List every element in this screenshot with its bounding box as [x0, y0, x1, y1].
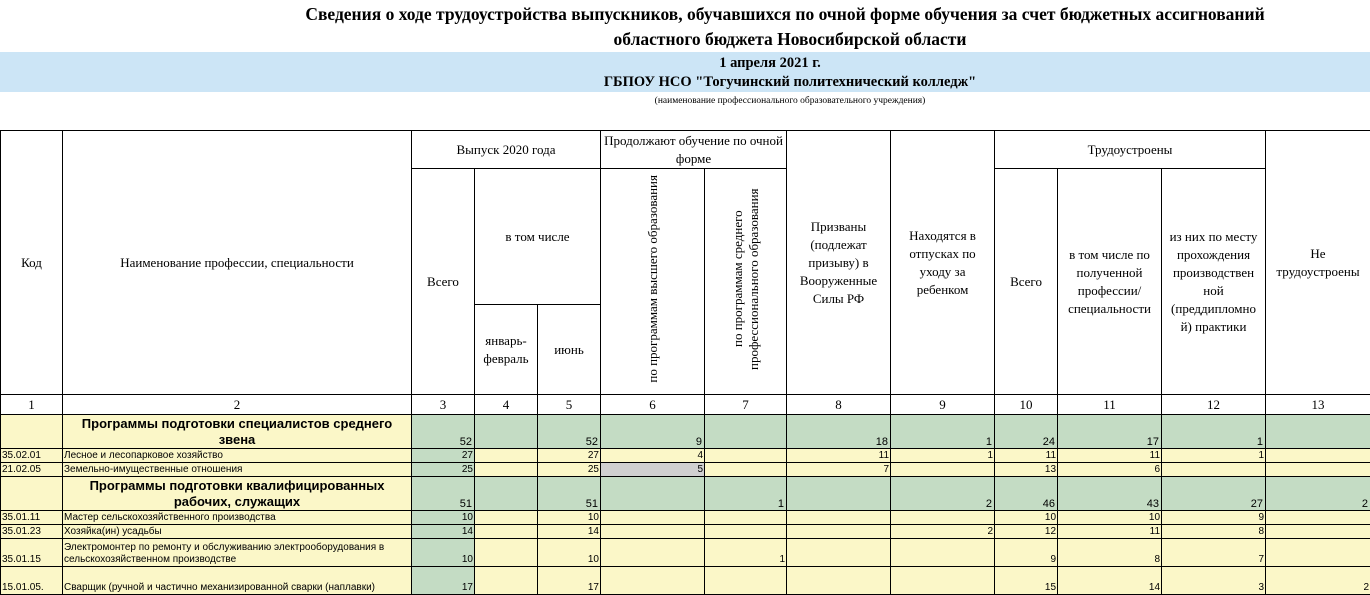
table-cell[interactable]: 7	[787, 463, 891, 477]
col-header-higher-ed: по программам высшего образования	[601, 169, 705, 395]
table-row	[1, 567, 1370, 595]
col-header-graduates-total: Всего	[412, 169, 475, 395]
table-cell[interactable]: 8	[1058, 539, 1162, 567]
table-cell[interactable]: 10	[412, 511, 475, 525]
table-cell: 3	[412, 395, 475, 415]
table-cell[interactable]: 35.02.01	[1, 449, 63, 463]
table-cell: 4	[475, 395, 538, 415]
col-header-jan-feb: январь-февраль	[475, 305, 538, 395]
table-cell[interactable]: 2	[1266, 477, 1370, 511]
table-cell[interactable]: 10	[1058, 511, 1162, 525]
selected-cell[interactable]: 5	[601, 463, 705, 477]
table-cell[interactable]: 9	[995, 539, 1058, 567]
table-cell[interactable]: 35.01.15	[1, 539, 63, 567]
table-cell[interactable]: 52	[538, 415, 601, 449]
table-cell[interactable]	[475, 525, 538, 539]
table-cell[interactable]	[705, 567, 787, 595]
table-cell[interactable]: 27	[412, 449, 475, 463]
table-cell[interactable]: 10	[995, 511, 1058, 525]
table-cell[interactable]	[601, 477, 705, 511]
table-cell[interactable]: Мастер сельскохозяйственного производства	[63, 511, 412, 525]
table-cell[interactable]	[787, 525, 891, 539]
table-cell[interactable]	[1266, 511, 1370, 525]
organization-name: ГБПОУ НСО "Тогучинский политехнический колледж"	[0, 74, 1370, 91]
table-cell[interactable]: 15.01.05.	[1, 567, 63, 595]
table-cell: 2	[63, 395, 412, 415]
table-cell[interactable]: 35.01.11	[1, 511, 63, 525]
table-cell[interactable]: 8	[1162, 525, 1266, 539]
table-cell[interactable]: 9	[601, 415, 705, 449]
table-cell[interactable]: 24	[995, 415, 1058, 449]
table-cell: 11	[1058, 395, 1162, 415]
table-cell[interactable]	[1162, 463, 1266, 477]
report-title-line2: областного бюджета Новосибирской области	[0, 29, 1370, 50]
organization-note: (наименование профессионального образовательного учреждения)	[0, 96, 1370, 106]
graduates-table	[0, 130, 1370, 595]
table-cell[interactable]: 27	[538, 449, 601, 463]
table-cell[interactable]: 12	[995, 525, 1058, 539]
table-cell[interactable]	[1266, 449, 1370, 463]
section-name: Программы подготовки специалистов среднего звена	[63, 415, 412, 449]
col-header-code: Код	[1, 131, 63, 395]
col-header-employed-by-profession: в том числе по полученной профессии/ специальности	[1058, 169, 1162, 395]
table-cell[interactable]	[705, 525, 787, 539]
table-cell[interactable]	[475, 463, 538, 477]
table-row	[1, 463, 1370, 477]
table-cell: 6	[601, 395, 705, 415]
table-cell[interactable]: 10	[538, 511, 601, 525]
table-cell[interactable]	[891, 539, 995, 567]
table-cell[interactable]	[475, 539, 538, 567]
table-cell[interactable]	[1266, 463, 1370, 477]
table-cell[interactable]: 1	[705, 477, 787, 511]
table-cell[interactable]	[1266, 539, 1370, 567]
col-header-including: в том числе	[475, 169, 601, 305]
table-cell[interactable]: 21.02.05	[1, 463, 63, 477]
table-cell[interactable]: Сварщик (ручной и частично механизированной сварки (наплавки)	[63, 567, 412, 595]
table-cell[interactable]	[1266, 525, 1370, 539]
table-cell[interactable]	[787, 477, 891, 511]
table-cell[interactable]	[475, 415, 538, 449]
table-cell[interactable]: 10	[412, 539, 475, 567]
table-cell[interactable]: 1	[1162, 415, 1266, 449]
table-row	[1, 449, 1370, 463]
table-cell[interactable]: 35.01.23	[1, 525, 63, 539]
table-cell[interactable]: 25	[412, 463, 475, 477]
table-cell[interactable]: 51	[538, 477, 601, 511]
table-cell: 10	[995, 395, 1058, 415]
table-cell[interactable]	[787, 539, 891, 567]
col-header-employed-practice: из них по месту прохождения производствен ной (преддипломно й) практики	[1162, 169, 1266, 395]
table-cell[interactable]: 6	[1058, 463, 1162, 477]
col-header-unemployed: Не трудоустроены	[1266, 131, 1370, 395]
table-cell[interactable]: 2	[1266, 567, 1370, 595]
report-title-line1: Сведения о ходе трудоустройства выпускников, обучавшихся по очной форме обучения за счет бюджетных ассигнований	[100, 4, 1370, 25]
table-cell[interactable]: 11	[787, 449, 891, 463]
col-header-employed: Трудоустроены	[995, 131, 1266, 169]
table-cell[interactable]: Лесное и лесопарковое хозяйство	[63, 449, 412, 463]
table-cell[interactable]	[475, 567, 538, 595]
table-cell[interactable]: 11	[1058, 449, 1162, 463]
table-cell[interactable]: 17	[1058, 415, 1162, 449]
table-cell[interactable]	[891, 567, 995, 595]
table-cell[interactable]: 11	[1058, 525, 1162, 539]
table-cell: 8	[787, 395, 891, 415]
table-cell[interactable]: 9	[1162, 511, 1266, 525]
table-cell[interactable]: 18	[787, 415, 891, 449]
table-cell[interactable]	[787, 567, 891, 595]
table-cell[interactable]: 17	[538, 567, 601, 595]
table-cell[interactable]: 10	[538, 539, 601, 567]
table-cell: 13	[1266, 395, 1370, 415]
col-header-continue-study: Продолжают обучение по очной форме	[601, 131, 787, 169]
table-cell[interactable]: 14	[1058, 567, 1162, 595]
table-cell[interactable]	[705, 415, 787, 449]
table-cell[interactable]	[787, 511, 891, 525]
table-cell[interactable]	[601, 511, 705, 525]
table-cell[interactable]: 7	[1162, 539, 1266, 567]
col-header-employed-total: Всего	[995, 169, 1058, 395]
table-cell[interactable]	[891, 511, 995, 525]
col-header-graduates: Выпуск 2020 года	[412, 131, 601, 169]
table-cell[interactable]: 14	[412, 525, 475, 539]
table-cell: 1	[1, 395, 63, 415]
table-cell[interactable]: 1	[891, 449, 995, 463]
col-header-army: Призваны (подлежат призыву) в Вооруженные Силы РФ	[787, 131, 891, 395]
table-cell: 12	[1162, 395, 1266, 415]
table-cell[interactable]: 2	[891, 525, 995, 539]
col-header-june: июнь	[538, 305, 601, 395]
table-row	[1, 539, 1370, 567]
report-date: 1 апреля 2021 г.	[0, 55, 1370, 72]
table-cell[interactable]	[705, 463, 787, 477]
table-cell[interactable]	[705, 449, 787, 463]
table-cell[interactable]	[475, 511, 538, 525]
table-row	[1, 525, 1370, 539]
table-cell[interactable]	[1266, 415, 1370, 449]
table-cell[interactable]: Электромонтер по ремонту и обслуживанию электрооборудования в сельскохозяйственном производстве	[63, 539, 412, 567]
table-row	[1, 511, 1370, 525]
table-cell[interactable]: 1	[891, 415, 995, 449]
table-cell[interactable]	[601, 525, 705, 539]
table-cell[interactable]	[475, 449, 538, 463]
table-cell[interactable]: 51	[412, 477, 475, 511]
table-cell[interactable]: 27	[1162, 477, 1266, 511]
table-cell[interactable]	[475, 477, 538, 511]
table-cell[interactable]: Хозяйка(ин) усадьбы	[63, 525, 412, 539]
table-cell[interactable]	[705, 511, 787, 525]
table-cell[interactable]: 15	[995, 567, 1058, 595]
col-header-name: Наименование профессии, специальности	[63, 131, 412, 395]
section-name: Программы подготовки квалифицированных рабочих, служащих	[63, 477, 412, 511]
table-cell[interactable]	[601, 567, 705, 595]
section-row	[1, 415, 1370, 449]
table-cell[interactable]: 17	[412, 567, 475, 595]
table-cell[interactable]	[601, 539, 705, 567]
table-cell[interactable]: 25	[538, 463, 601, 477]
col-header-parental-leave: Находятся в отпусках по уходу за ребенком	[891, 131, 995, 395]
table-cell[interactable]: 4	[601, 449, 705, 463]
table-cell[interactable]: 2	[891, 477, 995, 511]
table-cell: 9	[891, 395, 995, 415]
table-cell[interactable]: 13	[995, 463, 1058, 477]
section-row	[1, 477, 1370, 511]
table-cell[interactable]: 14	[538, 525, 601, 539]
table-cell[interactable]: 3	[1162, 567, 1266, 595]
table-cell[interactable]: 11	[995, 449, 1058, 463]
table-cell[interactable]: 1	[1162, 449, 1266, 463]
table-cell: 5	[538, 395, 601, 415]
table-cell[interactable]: 1	[705, 539, 787, 567]
table-cell[interactable]: 52	[412, 415, 475, 449]
table-cell: 7	[705, 395, 787, 415]
column-numbers-row	[1, 395, 1370, 415]
col-header-secondary-ed: по программам среднего профессионального образования	[705, 169, 787, 395]
table-cell[interactable]: 46	[995, 477, 1058, 511]
table-cell[interactable]: Земельно-имущественные отношения	[63, 463, 412, 477]
table-cell[interactable]	[891, 463, 995, 477]
table-cell[interactable]: 43	[1058, 477, 1162, 511]
